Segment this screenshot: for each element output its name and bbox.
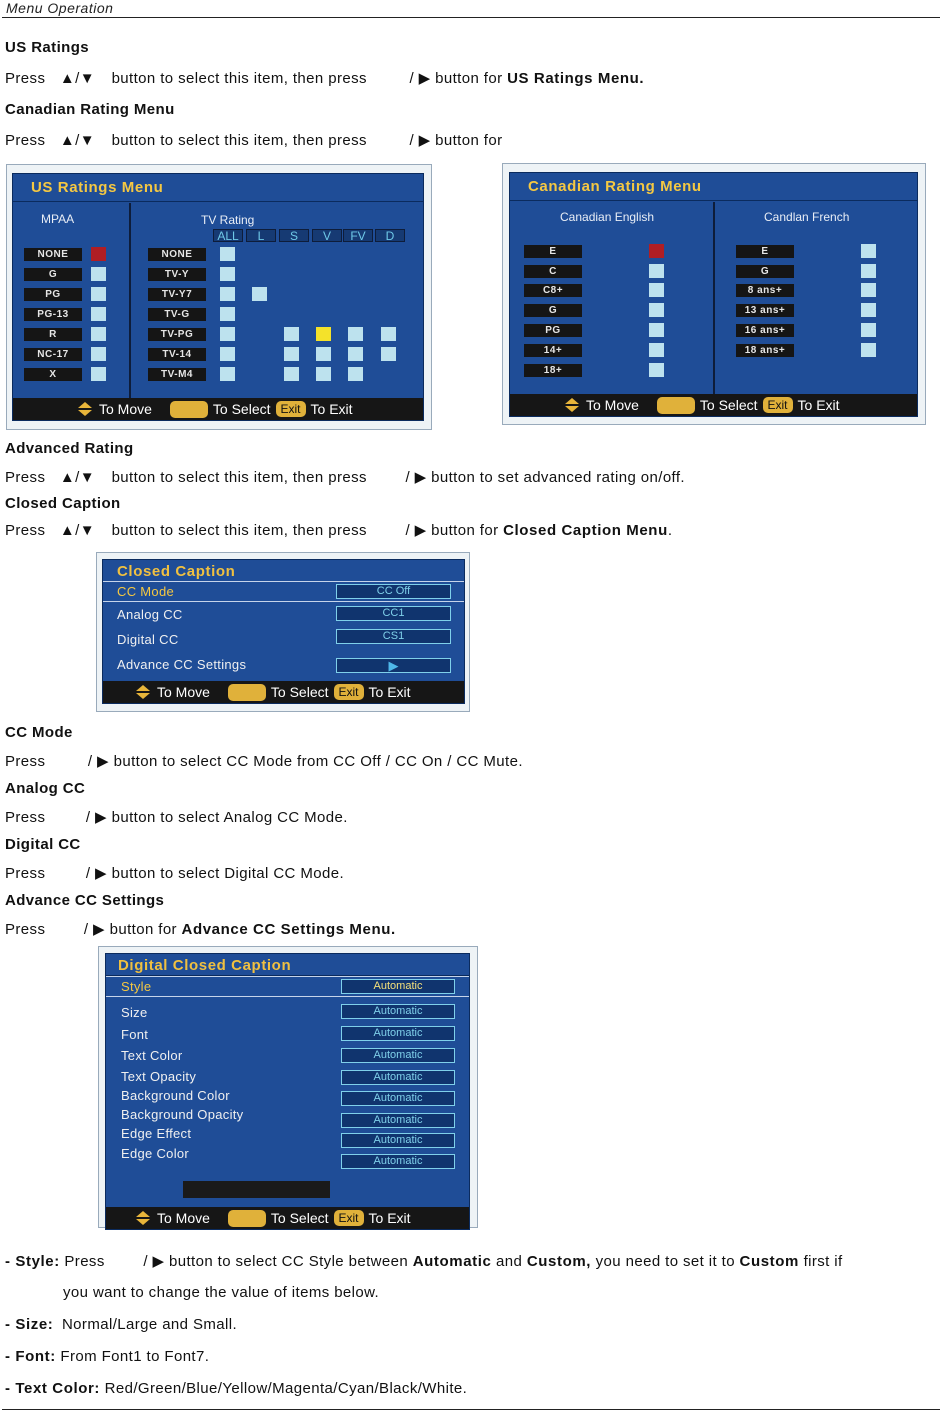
tv-s-box[interactable]	[316, 367, 331, 381]
analog-cc-instruction: Press / ▶ button to select Analog CC Mode.	[5, 809, 348, 826]
english-rating-item[interactable]: G	[524, 304, 582, 317]
dcc-text-opacity-label[interactable]: Text Opacity	[121, 1069, 197, 1084]
mpaa-lock-box[interactable]	[91, 367, 106, 381]
analog-cc-label[interactable]: Analog CC	[117, 607, 183, 622]
ok-key-icon	[228, 1210, 266, 1227]
note-style: - Style: Press / ▶ button to select CC Style between Automatic and Custom, you need to set it to Custom first if	[5, 1253, 843, 1270]
french-lock-box[interactable]	[861, 264, 876, 278]
french-lock-box[interactable]	[861, 323, 876, 337]
exit-key-icon: Exit	[334, 684, 364, 700]
tv-s-box-selected[interactable]	[316, 327, 331, 341]
french-rating-item[interactable]: 8 ans+	[736, 284, 794, 297]
closed-caption-menu	[102, 559, 465, 704]
nav-select-label: To Select	[212, 401, 271, 417]
title-separator	[106, 976, 469, 977]
english-rating-item[interactable]: 18+	[524, 364, 582, 377]
tv-l-box[interactable]	[284, 347, 299, 361]
footer-rule	[2, 1409, 940, 1410]
tv-all-box[interactable]	[220, 247, 235, 261]
canadian-english-title: Canadian English	[560, 210, 655, 224]
heading-analog-cc: Analog CC	[5, 780, 86, 797]
nav-exit-label: To Exit	[368, 684, 411, 700]
canadian-menu-title: Canadian Rating Menu	[510, 173, 917, 201]
tv-all-box[interactable]	[220, 327, 235, 341]
tv-rating-item[interactable]: TV-14	[148, 348, 206, 361]
french-rating-item[interactable]: 18 ans+	[736, 344, 794, 357]
canadian-instruction: Press ▲/▼ button to select this item, then press / ▶ button for	[5, 132, 503, 149]
selected-row-separator	[103, 601, 464, 602]
nav-select-label: To Select	[699, 397, 758, 413]
updown-arrows-icon	[135, 1211, 151, 1225]
heading-closed-caption: Closed Caption	[5, 495, 121, 512]
dcc-edge-color-value[interactable]: Automatic	[341, 1154, 455, 1169]
mpaa-lock-box[interactable]	[91, 347, 106, 361]
dcc-menu-title: Digital Closed Caption	[106, 954, 469, 976]
mpaa-item[interactable]: NONE	[24, 248, 82, 261]
dcc-background-opacity-label[interactable]: Background Opacity	[121, 1107, 244, 1122]
tv-v-box[interactable]	[348, 367, 363, 381]
tv-v-box[interactable]	[348, 327, 363, 341]
tv-header-s[interactable]: S	[279, 229, 309, 242]
dcc-text-color-value[interactable]: Automatic	[341, 1048, 455, 1063]
advanced-instruction: Press ▲/▼ button to select this item, then press / ▶ button to set advanced rating on/off.	[5, 469, 685, 486]
english-rating-item[interactable]: C	[524, 265, 582, 278]
column-divider	[713, 202, 715, 396]
english-rating-item[interactable]: PG	[524, 324, 582, 337]
mpaa-item[interactable]: PG	[24, 288, 82, 301]
dcc-text-color-label[interactable]: Text Color	[121, 1048, 183, 1063]
header-rule	[2, 17, 940, 18]
dcc-edge-effect-value[interactable]: Automatic	[341, 1133, 455, 1148]
column-divider	[129, 203, 131, 400]
note-font: - Font: From Font1 to Font7.	[5, 1348, 210, 1365]
english-lock-box[interactable]	[649, 363, 664, 377]
updown-arrows-icon	[77, 402, 93, 416]
tv-all-box[interactable]	[220, 367, 235, 381]
dcc-style-label[interactable]: Style	[121, 979, 152, 994]
mpaa-lock-box[interactable]	[91, 267, 106, 281]
english-rating-item[interactable]: E	[524, 245, 582, 258]
tv-header-l[interactable]: L	[246, 229, 276, 242]
french-lock-box[interactable]	[861, 283, 876, 297]
canadian-menu-navbar	[510, 394, 917, 416]
dcc-edge-effect-label[interactable]: Edge Effect	[121, 1126, 192, 1141]
us-ratings-instruction: Press ▲/▼ button to select this item, then press / ▶ button for US Ratings Menu.	[5, 70, 645, 87]
mpaa-item[interactable]: G	[24, 268, 82, 281]
tv-all-box[interactable]	[220, 307, 235, 321]
updown-arrows-icon	[135, 685, 151, 699]
nav-move-label: To Move	[157, 1210, 210, 1226]
french-rating-item[interactable]: G	[736, 265, 794, 278]
page-header-title: Menu Operation	[6, 0, 114, 16]
advance-cc-instruction: Press / ▶ button for Advance CC Settings Menu.	[5, 921, 396, 938]
tv-fv-box[interactable]	[252, 287, 267, 301]
heading-advance-cc-settings: Advance CC Settings	[5, 892, 165, 909]
dcc-size-value[interactable]: Automatic	[341, 1004, 455, 1019]
nav-select-label: To Select	[270, 684, 329, 700]
exit-key-icon: Exit	[276, 401, 306, 417]
digital-closed-caption-menu	[105, 953, 470, 1230]
mpaa-item[interactable]: NC-17	[24, 348, 82, 361]
cc-mode-instruction: Press / ▶ button to select CC Mode from CC Off / CC On / CC Mute.	[5, 753, 523, 770]
note-style-continued: you want to change the value of items below.	[63, 1284, 380, 1301]
french-lock-box[interactable]	[861, 244, 876, 258]
french-rating-item[interactable]: E	[736, 245, 794, 258]
mpaa-item[interactable]: R	[24, 328, 82, 341]
french-lock-box[interactable]	[861, 303, 876, 317]
dcc-style-value[interactable]: Automatic	[341, 979, 455, 994]
tv-rating-item[interactable]: TV-PG	[148, 328, 206, 341]
english-rating-item[interactable]: C8+	[524, 284, 582, 297]
dcc-font-value[interactable]: Automatic	[341, 1026, 455, 1041]
english-lock-box[interactable]	[649, 283, 664, 297]
cc-mode-value[interactable]: CC Off	[336, 584, 451, 599]
updown-arrows-icon	[564, 398, 580, 412]
english-lock-box[interactable]	[649, 343, 664, 357]
advance-cc-settings-arrow-icon[interactable]: ▶	[336, 658, 451, 673]
english-lock-box[interactable]	[649, 264, 664, 278]
tv-all-box[interactable]	[220, 347, 235, 361]
dcc-size-label[interactable]: Size	[121, 1005, 148, 1020]
cc-mode-label[interactable]: CC Mode	[117, 584, 175, 599]
heading-advanced-rating: Advanced Rating	[5, 440, 134, 457]
nav-move-label: To Move	[157, 684, 210, 700]
mpaa-lock-box[interactable]	[91, 247, 106, 261]
english-lock-box[interactable]	[649, 323, 664, 337]
tv-header-all[interactable]: ALL	[213, 229, 243, 242]
cc-menu-title: Closed Caption	[103, 560, 464, 582]
canadian-rating-menu	[509, 172, 918, 417]
mpaa-item[interactable]: X	[24, 368, 82, 381]
tv-all-box[interactable]	[220, 267, 235, 281]
dcc-edge-color-label[interactable]: Edge Color	[121, 1146, 190, 1161]
nav-move-label: To Move	[586, 397, 639, 413]
ok-key-icon	[170, 401, 208, 418]
mpaa-item[interactable]: PG-13	[24, 308, 82, 321]
heading-cc-mode: CC Mode	[5, 724, 73, 741]
dcc-text-opacity-value[interactable]: Automatic	[341, 1070, 455, 1085]
note-text-color: - Text Color: Red/Green/Blue/Yellow/Magenta/Cyan/Black/White.	[5, 1380, 468, 1397]
tv-rating-item[interactable]: TV-M4	[148, 368, 206, 381]
nav-exit-label: To Exit	[368, 1210, 411, 1226]
dcc-background-color-value[interactable]: Automatic	[341, 1091, 455, 1106]
tv-rating-column-title: TV Rating	[201, 213, 255, 227]
tv-d-box[interactable]	[381, 327, 396, 341]
tv-s-box[interactable]	[316, 347, 331, 361]
analog-cc-value[interactable]: CC1	[336, 606, 451, 621]
exit-key-icon: Exit	[763, 397, 793, 413]
tv-l-box[interactable]	[284, 367, 299, 381]
tv-v-box[interactable]	[348, 347, 363, 361]
tv-rating-item[interactable]: NONE	[148, 248, 206, 261]
tv-all-box[interactable]	[220, 287, 235, 301]
caption-preview-box	[183, 1181, 330, 1198]
cc-menu-navbar	[103, 681, 464, 703]
english-rating-item[interactable]: 14+	[524, 344, 582, 357]
exit-key-icon: Exit	[334, 1210, 364, 1226]
heading-canadian-rating: Canadian Rating Menu	[5, 101, 175, 118]
tv-header-fv[interactable]: FV	[343, 229, 373, 242]
tv-d-box[interactable]	[381, 347, 396, 361]
nav-exit-label: To Exit	[310, 401, 353, 417]
french-lock-box[interactable]	[861, 343, 876, 357]
tv-rating-item[interactable]: TV-Y7	[148, 288, 206, 301]
us-ratings-menu	[12, 173, 424, 421]
tv-header-d[interactable]: D	[375, 229, 405, 242]
dcc-background-opacity-value[interactable]: Automatic	[341, 1113, 455, 1128]
dcc-background-color-label[interactable]: Background Color	[121, 1088, 230, 1103]
ok-key-icon	[228, 684, 266, 701]
digital-cc-label[interactable]: Digital CC	[117, 632, 179, 647]
tv-l-box[interactable]	[284, 327, 299, 341]
digital-cc-instruction: Press / ▶ button to select Digital CC Mode.	[5, 865, 345, 882]
english-lock-box[interactable]	[649, 244, 664, 258]
french-rating-item[interactable]: 16 ans+	[736, 324, 794, 337]
us-ratings-menu-title: US Ratings Menu	[13, 174, 423, 202]
dcc-font-label[interactable]: Font	[121, 1027, 149, 1042]
digital-cc-value[interactable]: CS1	[336, 629, 451, 644]
selected-row-separator	[106, 996, 469, 997]
us-menu-navbar	[13, 398, 423, 420]
tv-rating-item[interactable]: TV-Y	[148, 268, 206, 281]
dcc-menu-navbar	[106, 1207, 469, 1229]
mpaa-lock-box[interactable]	[91, 307, 106, 321]
nav-select-label: To Select	[270, 1210, 329, 1226]
nav-move-label: To Move	[99, 401, 152, 417]
note-size: - Size: Normal/Large and Small.	[5, 1316, 238, 1333]
closed-caption-instruction: Press ▲/▼ button to select this item, then press / ▶ button for Closed Caption Menu.	[5, 522, 673, 539]
heading-digital-cc: Digital CC	[5, 836, 81, 853]
english-lock-box[interactable]	[649, 303, 664, 317]
french-rating-item[interactable]: 13 ans+	[736, 304, 794, 317]
advance-cc-settings-label[interactable]: Advance CC Settings	[117, 657, 247, 672]
tv-rating-item[interactable]: TV-G	[148, 308, 206, 321]
title-separator	[103, 581, 464, 582]
ok-key-icon	[657, 397, 695, 414]
mpaa-column-title: MPAA	[41, 212, 75, 226]
tv-header-v[interactable]: V	[312, 229, 342, 242]
heading-us-ratings: US Ratings	[5, 39, 90, 56]
mpaa-lock-box[interactable]	[91, 327, 106, 341]
nav-exit-label: To Exit	[797, 397, 840, 413]
canadian-french-title: Candlan French	[764, 210, 850, 224]
mpaa-lock-box[interactable]	[91, 287, 106, 301]
